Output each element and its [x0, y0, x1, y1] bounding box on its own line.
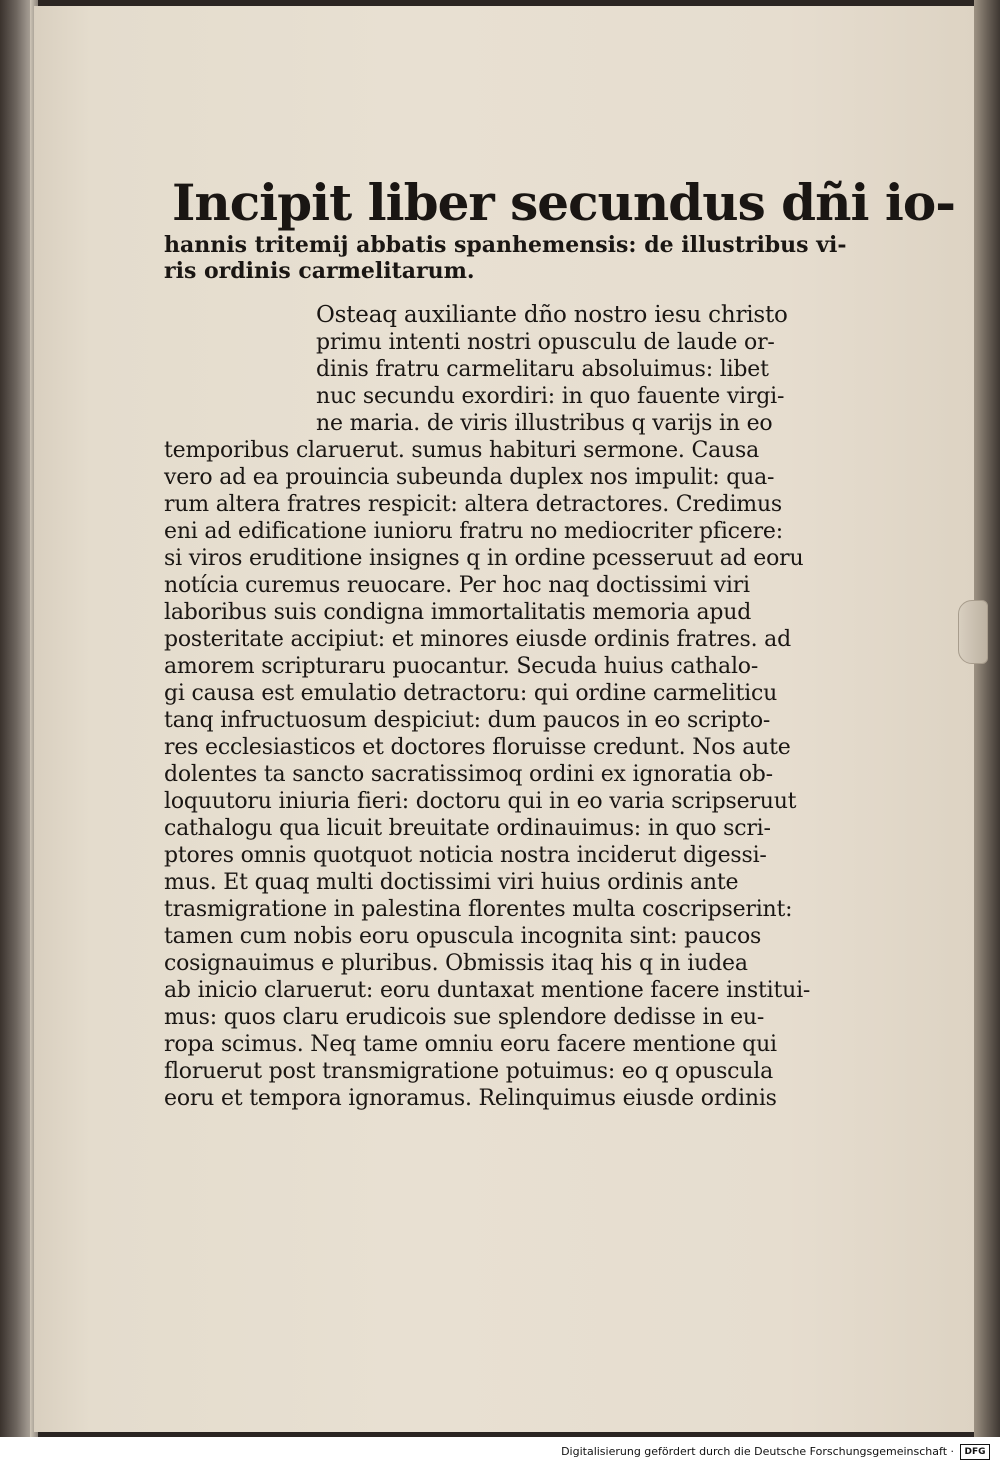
chapter-heading: Incipit liber secundus dñi io- — [172, 173, 955, 232]
body-line: cosignauimus e pluribus. Obmissis itaq his q in iudea — [164, 951, 748, 976]
text-block — [164, 173, 955, 1112]
body-line: res ecclesiasticos et doctores floruisse credunt. Nos aute — [164, 735, 791, 760]
body-line: dinis fratru carmelitaru absoluimus: libet — [316, 357, 769, 382]
body-line: eni ad edificatione iunioru fratru no mediocriter pficere: — [164, 519, 783, 544]
body-line: nuc secundu exordiri: in quo fauente virgi- — [316, 384, 785, 409]
body-line: loquutoru iniuria fieri: doctoru qui in eo varia scripseruut — [164, 789, 797, 814]
body-line: eoru et tempora ignoramus. Relinquimus eiusde ordinis — [164, 1086, 777, 1111]
body-line: ab inicio claruerut: eoru duntaxat mentione facere institui- — [164, 978, 811, 1003]
body-line: amorem scripturaru puocantur. Secuda huius cathalo- — [164, 654, 759, 679]
body-line: tanq infructuosum despiciut: dum paucos in eo scripto- — [164, 708, 771, 733]
body-line: mus: quos claru erudicois sue splendore dedisse in eu- — [164, 1005, 765, 1030]
funding-credit: Digitalisierung gefördert durch die Deutsche Forschungsgemeinschaft · — [561, 1445, 954, 1458]
body-line: ne maria. de viris illustribus q varijs in eo — [316, 411, 773, 436]
body-line: cathalogu qua licuit breuitate ordinauimus: in quo scri- — [164, 816, 771, 841]
dfg-logo: DFG — [960, 1444, 990, 1460]
body-line: rum altera fratres respicit: altera detractores. Credimus — [164, 492, 783, 517]
footer-bar — [0, 1437, 1000, 1468]
body-line: ropa scimus. Neq tame omniu eoru facere mentione qui — [164, 1032, 777, 1057]
body-line: dolentes ta sancto sacratissimoq ordini ex ignoratia ob- — [164, 762, 773, 787]
body-line: trasmigratione in palestina florentes multa coscripserint: — [164, 897, 793, 922]
body-line: temporibus claruerut. sumus habituri sermone. Causa — [164, 438, 759, 463]
bookmark-tab — [958, 600, 988, 664]
body-line: primu intenti nostri opusculu de laude or- — [316, 330, 775, 355]
body-line: gi causa est emulatio detractoru: qui ordine carmeliticu — [164, 681, 778, 706]
body-line: Osteaq auxiliante dño nostro iesu christo — [316, 302, 788, 328]
body-line: laboribus suis condigna immortalitatis memoria apud — [164, 600, 752, 625]
body-line: tamen cum nobis eoru opuscula incognita sint: paucos — [164, 924, 762, 949]
subheading-line: ris ordinis carmelitarum. — [164, 258, 475, 284]
body-text — [164, 302, 811, 1112]
body-line: floruerut post transmigratione potuimus: eo q opuscula — [164, 1059, 774, 1084]
body-line: notícia curemus reuocare. Per hoc naq doctissimi viri — [164, 573, 750, 598]
page-edge — [974, 0, 1000, 1437]
body-line: si viros eruditione insignes q in ordine pcesseruut ad eoru — [164, 546, 804, 571]
body-line: vero ad ea prouincia subeunda duplex nos impulit: qua- — [164, 465, 775, 490]
subheading-line: hannis tritemij abbatis spanhemensis: de illustribus vi- — [164, 232, 847, 258]
body-line: ptores omnis quotquot noticia nostra inciderut digessi- — [164, 843, 767, 868]
body-line: mus. Et quaq multi doctissimi viri huius ordinis ante — [164, 870, 739, 895]
body-line: posteritate accipiut: et minores eiusde ordinis fratres. ad — [164, 627, 791, 652]
